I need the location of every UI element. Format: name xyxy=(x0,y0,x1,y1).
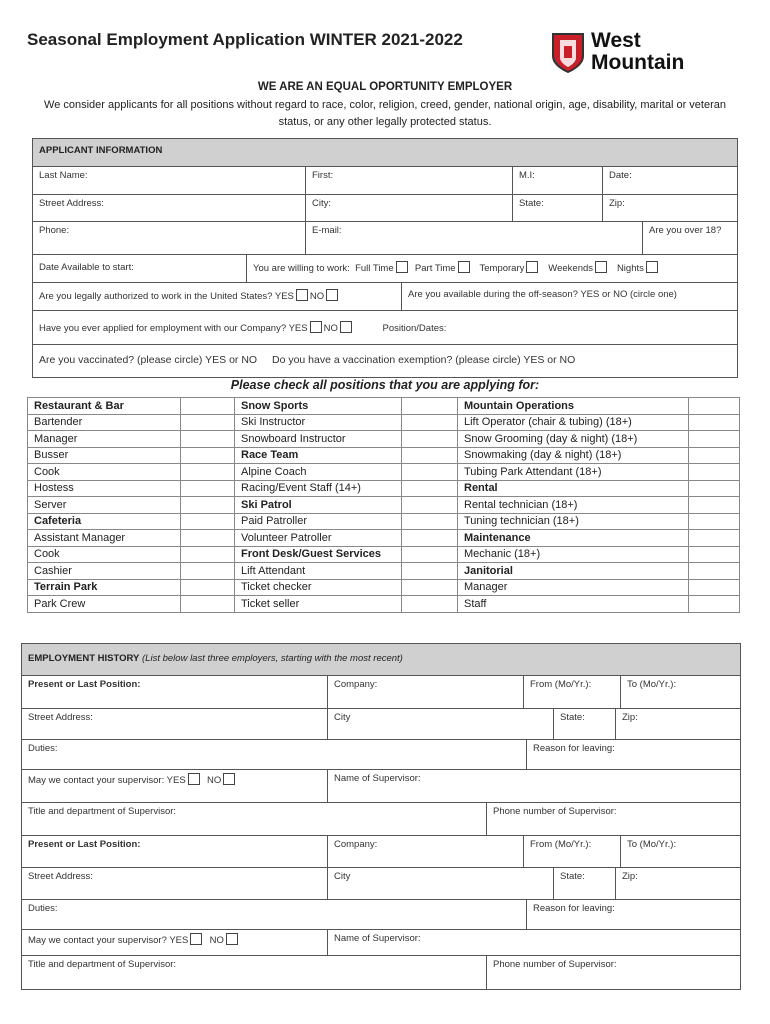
position-name: Ticket seller xyxy=(235,596,402,613)
city-field[interactable]: City: xyxy=(306,195,513,222)
position-check-cell[interactable] xyxy=(181,447,235,464)
position-check-cell[interactable] xyxy=(689,431,740,448)
eeo-statement: We consider applicants for all positions without regard to race, color, religion, creed, gender, national origin, age, disability, marital or veteran status, or any other legally protected status. xyxy=(44,99,726,128)
vaccinated-question[interactable]: Are you vaccinated? (please circle) YES or NO xyxy=(39,354,258,366)
applicant-information-section xyxy=(32,138,738,378)
position-check-cell[interactable] xyxy=(181,596,235,613)
weekends-checkbox[interactable] xyxy=(595,261,607,273)
supervisor-name-field-1[interactable]: Name of Supervisor: xyxy=(328,770,740,803)
position-name: Snowboard Instructor xyxy=(235,431,402,448)
position-check-cell[interactable] xyxy=(402,513,458,530)
position-name: Tubing Park Attendant (18+) xyxy=(458,464,689,481)
contact-no-checkbox-2[interactable] xyxy=(226,933,238,945)
position-name: Ticket checker xyxy=(235,579,402,596)
contact-yes-checkbox-2[interactable] xyxy=(190,933,202,945)
position-row xyxy=(28,546,740,563)
authorized-no-checkbox[interactable] xyxy=(326,289,338,301)
position-row xyxy=(28,530,740,547)
position-check-cell[interactable] xyxy=(689,398,740,415)
position-name: Assistant Manager xyxy=(28,530,181,547)
state-field[interactable]: State: xyxy=(513,195,603,222)
supervisor-title-field-2[interactable]: Title and department of Supervisor: xyxy=(22,956,487,989)
contact-no-label-1: NO xyxy=(206,775,222,786)
position-name: Snowmaking (day & night) (18+) xyxy=(458,447,689,464)
applicant-section-header: APPLICANT INFORMATION xyxy=(33,139,737,167)
from-field-2[interactable]: From (Mo/Yr.): xyxy=(524,836,621,868)
page-title: Seasonal Employment Application WINTER 2021-2022 xyxy=(27,30,463,49)
position-name: Snow Grooming (day & night) (18+) xyxy=(458,431,689,448)
position-check-cell[interactable] xyxy=(181,480,235,497)
nights-checkbox[interactable] xyxy=(646,261,658,273)
position-check-cell[interactable] xyxy=(402,596,458,613)
work-availability-row xyxy=(247,255,737,283)
position-check-cell[interactable] xyxy=(402,497,458,514)
positions-table xyxy=(27,397,740,613)
position-category-restaurant: Restaurant & Bar xyxy=(28,398,181,415)
position-check-cell[interactable] xyxy=(689,579,740,596)
position-name: Mechanic (18+) xyxy=(458,546,689,563)
position-check-cell[interactable] xyxy=(402,530,458,547)
email-field[interactable]: E-mail: xyxy=(306,222,643,255)
contact-yes-checkbox-1[interactable] xyxy=(188,773,200,785)
company-logo xyxy=(551,30,721,78)
position-name: Racing/Event Staff (14+) xyxy=(235,480,402,497)
street-field-2[interactable]: Street Address: xyxy=(22,868,328,900)
date-field[interactable]: Date: xyxy=(603,167,737,195)
position-check-cell[interactable] xyxy=(689,414,740,431)
position-check-cell[interactable] xyxy=(181,513,235,530)
contact-row-2 xyxy=(22,930,328,956)
supervisor-title-field-1[interactable]: Title and department of Supervisor: xyxy=(22,803,487,836)
employment-section-title: EMPLOYMENT HISTORY xyxy=(28,653,140,664)
position-check-cell[interactable] xyxy=(689,596,740,613)
applied-no-label: NO xyxy=(323,323,338,334)
logo-line-2: Mountain xyxy=(591,51,685,74)
position-category-snow-sports: Ski Patrol xyxy=(235,497,402,514)
position-check-cell[interactable] xyxy=(402,431,458,448)
state-field-1[interactable]: State: xyxy=(554,709,616,740)
vaccination-row xyxy=(33,345,737,377)
employment-history-section xyxy=(21,643,741,990)
position-name: Bartender xyxy=(28,414,181,431)
applied-no-checkbox[interactable] xyxy=(340,321,352,333)
position-name: Lift Operator (chair & tubing) (18+) xyxy=(458,414,689,431)
temporary-label: Temporary xyxy=(479,263,525,274)
street-address-field[interactable]: Street Address: xyxy=(33,195,306,222)
applied-before-row xyxy=(33,311,737,345)
to-field-2[interactable]: To (Mo/Yr.): xyxy=(621,836,740,868)
supervisor-phone-field-1[interactable]: Phone number of Supervisor: xyxy=(487,803,740,836)
contact-question-1: May we contact your supervisor: YES xyxy=(28,775,186,786)
position-name: Hostess xyxy=(28,480,181,497)
position-row xyxy=(28,497,740,514)
full-time-checkbox[interactable] xyxy=(396,261,408,273)
position-check-cell[interactable] xyxy=(689,447,740,464)
exemption-question[interactable]: Do you have a vaccination exemption? (please circle) YES or NO xyxy=(272,354,576,366)
position-row xyxy=(28,579,740,596)
position-check-cell[interactable] xyxy=(689,530,740,547)
position-row xyxy=(28,398,740,415)
shield-icon xyxy=(551,32,585,74)
willing-label: You are willing to work: xyxy=(253,263,350,274)
position-category-snow-sports: Front Desk/Guest Services xyxy=(235,546,402,563)
applied-before-question: Have you ever applied for employment with our Company? YES xyxy=(39,323,308,334)
employment-section-header xyxy=(22,644,740,676)
position-name: Ski Instructor xyxy=(235,414,402,431)
position-check-cell[interactable] xyxy=(689,464,740,481)
position-name: Cook xyxy=(28,464,181,481)
position-dates-label: Position/Dates: xyxy=(382,323,447,334)
position-category-mountain-ops: Maintenance xyxy=(458,530,689,547)
contact-question-2: May we contact your supervisor? YES xyxy=(28,935,189,946)
position-name: Rental technician (18+) xyxy=(458,497,689,514)
authorized-yes-checkbox[interactable] xyxy=(296,289,308,301)
city-field-2[interactable]: City xyxy=(328,868,554,900)
contact-row-1 xyxy=(22,770,328,803)
position-name: Server xyxy=(28,497,181,514)
position-check-cell[interactable] xyxy=(181,398,235,415)
contact-no-label-2: NO xyxy=(209,935,224,946)
position-row xyxy=(28,447,740,464)
position-row xyxy=(28,563,740,580)
positions-title: Please check all positions that you are applying for: xyxy=(230,378,540,392)
city-field-1[interactable]: City xyxy=(328,709,554,740)
position-check-cell[interactable] xyxy=(689,563,740,580)
street-field-1[interactable]: Street Address: xyxy=(22,709,328,740)
date-available-field[interactable]: Date Available to start: xyxy=(33,255,247,283)
position-category-restaurant: Cafeteria xyxy=(28,513,181,530)
position-check-cell[interactable] xyxy=(181,497,235,514)
applied-yes-checkbox[interactable] xyxy=(310,321,322,333)
position-check-cell[interactable] xyxy=(181,464,235,481)
position-category-snow-sports: Race Team xyxy=(235,447,402,464)
over-18-field[interactable]: Are you over 18? xyxy=(643,222,737,255)
position-check-cell[interactable] xyxy=(402,414,458,431)
company-field-2[interactable]: Company: xyxy=(328,836,524,868)
reason-field-1[interactable]: Reason for leaving: xyxy=(527,740,740,770)
zip-field[interactable]: Zip: xyxy=(603,195,737,222)
to-field-1[interactable]: To (Mo/Yr.): xyxy=(621,676,740,709)
supervisor-name-field-2[interactable]: Name of Supervisor: xyxy=(328,930,740,956)
position-check-cell[interactable] xyxy=(689,497,740,514)
contact-no-checkbox-1[interactable] xyxy=(223,773,235,785)
authorized-question: Are you legally authorized to work in the United States? YES xyxy=(39,291,294,302)
logo-line-1: West xyxy=(591,29,641,52)
position-name: Lift Attendant xyxy=(235,563,402,580)
first-name-field[interactable]: First: xyxy=(306,167,513,195)
reason-field-2[interactable]: Reason for leaving: xyxy=(527,900,740,930)
position-check-cell[interactable] xyxy=(402,480,458,497)
position-name: Cook xyxy=(28,546,181,563)
zip-field-2[interactable]: Zip: xyxy=(616,868,740,900)
part-time-checkbox[interactable] xyxy=(458,261,470,273)
nights-label: Nights xyxy=(616,263,644,274)
part-time-label: Part Time xyxy=(414,263,456,274)
position-check-cell[interactable] xyxy=(689,480,740,497)
position-check-cell[interactable] xyxy=(181,579,235,596)
position-row xyxy=(28,480,740,497)
position-check-cell[interactable] xyxy=(181,530,235,547)
duties-field-1[interactable]: Duties: xyxy=(22,740,527,770)
last-name-field[interactable]: Last Name: xyxy=(33,167,306,195)
company-field-1[interactable]: Company: xyxy=(328,676,524,709)
position-name: Paid Patroller xyxy=(235,513,402,530)
position-name: Manager xyxy=(28,431,181,448)
position-name: Alpine Coach xyxy=(235,464,402,481)
from-field-1[interactable]: From (Mo/Yr.): xyxy=(524,676,621,709)
position-category-mountain-ops: Janitorial xyxy=(458,563,689,580)
authorized-row xyxy=(33,283,402,311)
duties-field-2[interactable]: Duties: xyxy=(22,900,527,930)
supervisor-phone-field-2[interactable]: Phone number of Supervisor: xyxy=(493,959,617,970)
position-check-cell[interactable] xyxy=(402,579,458,596)
position-check-cell[interactable] xyxy=(402,447,458,464)
employment-section-note: (List below last three employers, starting with the most recent) xyxy=(142,653,403,664)
present-position-field-1[interactable]: Present or Last Position: xyxy=(22,676,328,709)
position-name: Park Crew xyxy=(28,596,181,613)
position-name: Volunteer Patroller xyxy=(235,530,402,547)
state-field-2[interactable]: State: xyxy=(554,868,616,900)
position-check-cell[interactable] xyxy=(181,414,235,431)
position-category-mountain-ops: Rental xyxy=(458,480,689,497)
off-season-question[interactable]: Are you available during the off-season? YES or NO (circle one) xyxy=(402,283,737,311)
position-name: Tuning technician (18+) xyxy=(458,513,689,530)
position-name: Manager xyxy=(458,579,689,596)
position-check-cell[interactable] xyxy=(402,563,458,580)
position-check-cell[interactable] xyxy=(181,431,235,448)
position-check-cell[interactable] xyxy=(689,546,740,563)
phone-field[interactable]: Phone: xyxy=(33,222,306,255)
position-name: Cashier xyxy=(28,563,181,580)
position-row xyxy=(28,464,740,481)
position-name: Staff xyxy=(458,596,689,613)
position-row xyxy=(28,414,740,431)
position-category-mountain-ops: Mountain Operations xyxy=(458,398,689,415)
position-check-cell[interactable] xyxy=(402,464,458,481)
position-check-cell[interactable] xyxy=(181,563,235,580)
position-row xyxy=(28,596,740,613)
zip-field-1[interactable]: Zip: xyxy=(616,709,740,740)
full-time-label: Full Time xyxy=(355,263,394,274)
position-name: Busser xyxy=(28,447,181,464)
position-check-cell[interactable] xyxy=(181,546,235,563)
position-check-cell[interactable] xyxy=(402,546,458,563)
authorized-no-label: NO xyxy=(309,291,325,302)
weekends-label: Weekends xyxy=(548,263,594,274)
position-row xyxy=(28,431,740,448)
middle-initial-field[interactable]: M.I: xyxy=(513,167,603,195)
position-category-snow-sports: Snow Sports xyxy=(235,398,402,415)
position-check-cell[interactable] xyxy=(402,398,458,415)
temporary-checkbox[interactable] xyxy=(526,261,538,273)
position-check-cell[interactable] xyxy=(689,513,740,530)
position-category-restaurant: Terrain Park xyxy=(28,579,181,596)
present-position-field-2[interactable]: Present or Last Position: xyxy=(22,836,328,868)
position-row xyxy=(28,513,740,530)
eeo-heading: WE ARE AN EQUAL OPORTUNITY EMPLOYER xyxy=(257,81,513,93)
